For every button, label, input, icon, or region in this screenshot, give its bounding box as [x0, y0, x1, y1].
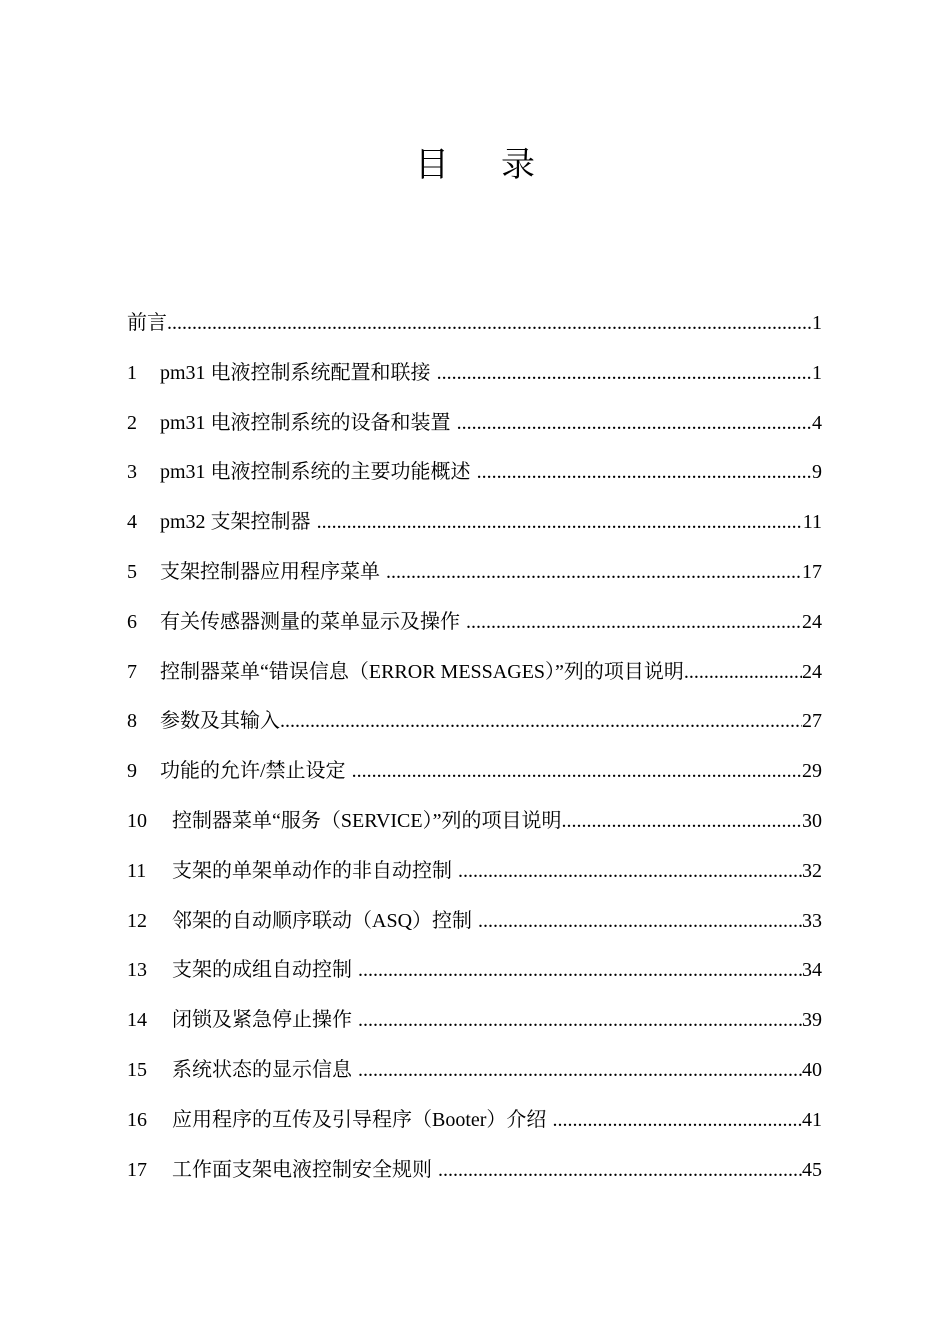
toc-entry-page: 39 — [802, 1009, 822, 1032]
toc-dot-leader — [562, 806, 803, 836]
toc-entry-number: 5 — [127, 560, 137, 583]
toc-entry-number: 13 — [127, 959, 147, 982]
toc-entry-page: 17 — [802, 560, 822, 583]
toc-entry-page: 33 — [802, 909, 822, 932]
toc-entry-page: 45 — [802, 1158, 822, 1181]
toc-entry-page: 11 — [802, 511, 822, 534]
toc-entry-page: 40 — [802, 1058, 822, 1081]
toc-entry[interactable] — [127, 557, 822, 607]
toc-dot-leader — [280, 706, 802, 736]
toc-entry-title: 闭锁及紧急停止操作 — [172, 1009, 352, 1032]
toc-entry-page: 29 — [802, 760, 822, 783]
toc-entry[interactable] — [127, 457, 822, 507]
toc-dot-leader — [684, 657, 802, 687]
toc-entry-page: 24 — [802, 660, 822, 683]
toc-entry[interactable] — [127, 1005, 822, 1055]
toc-entry-title: 控制器菜单“错误信息（ERROR MESSAGES）”列的项目说明 — [160, 660, 684, 683]
toc-dot-leader — [358, 955, 802, 985]
toc-entry-title: pm31 电液控制系统的设备和装置 — [160, 411, 451, 434]
toc-entry-number: 11 — [127, 859, 147, 882]
toc-entry-title: 支架的单架单动作的非自动控制 — [172, 859, 452, 882]
toc-entry[interactable] — [127, 408, 822, 458]
toc-entry-number: 15 — [127, 1058, 147, 1081]
toc-entry-number: 8 — [127, 710, 137, 733]
toc-dot-leader — [478, 906, 802, 936]
toc-entry-title: 支架控制器应用程序菜单 — [160, 560, 380, 583]
toc-entry-number: 2 — [127, 411, 137, 434]
toc-entry-title: pm31 电液控制系统的主要功能概述 — [160, 461, 471, 484]
toc-entry-page: 9 — [812, 461, 822, 484]
toc-entry-number: 3 — [127, 461, 137, 484]
toc-entry-page: 32 — [802, 859, 822, 882]
toc-entry-title: pm32 支架控制器 — [160, 511, 311, 534]
toc-dot-leader — [386, 557, 802, 587]
toc-entry-title: 前言 — [127, 312, 167, 334]
toc-entry-number: 12 — [127, 909, 147, 932]
toc-entry-number: 9 — [127, 760, 137, 783]
toc-entry-page: 1 — [812, 312, 822, 334]
toc-dot-leader — [477, 457, 812, 487]
toc-entry-title: 有关传感器测量的菜单显示及操作 — [160, 610, 460, 633]
toc-entry-title: 工作面支架电液控制安全规则 — [172, 1158, 432, 1181]
toc-entry-page: 24 — [802, 610, 822, 633]
toc-dot-leader — [358, 1055, 802, 1085]
toc-entry-number: 1 — [127, 361, 137, 384]
toc-entry[interactable] — [127, 1105, 822, 1155]
toc-dot-leader — [352, 756, 802, 786]
toc-dot-leader — [458, 856, 802, 886]
toc-dot-leader — [167, 308, 812, 338]
toc-entry-title: pm31 电液控制系统配置和联接 — [160, 361, 431, 384]
toc-entry-number: 7 — [127, 660, 137, 683]
toc-entry-title: 功能的允许/禁止设定 — [160, 760, 346, 783]
toc-entry[interactable] — [127, 756, 822, 806]
toc-entry[interactable] — [127, 806, 822, 856]
toc-dot-leader — [438, 1155, 802, 1185]
toc-dot-leader — [437, 358, 812, 388]
table-of-contents — [127, 308, 822, 1204]
toc-entry-number: 10 — [127, 809, 147, 832]
toc-dot-leader — [317, 507, 803, 537]
toc-entry-page: 27 — [802, 710, 822, 733]
toc-entry-page: 4 — [812, 411, 822, 434]
toc-entry-page: 41 — [802, 1108, 822, 1131]
toc-entry-title: 邻架的自动顺序联动（ASQ）控制 — [172, 909, 473, 932]
toc-entry[interactable] — [127, 955, 822, 1005]
toc-entry[interactable] — [127, 358, 822, 408]
toc-dot-leader — [466, 607, 802, 637]
toc-entry[interactable] — [127, 657, 822, 707]
toc-entry-number: 16 — [127, 1108, 147, 1131]
toc-entry[interactable] — [127, 906, 822, 956]
toc-entry-title: 系统状态的显示信息 — [172, 1058, 352, 1081]
toc-entry[interactable] — [127, 308, 822, 358]
page-title: 目录 — [415, 147, 587, 184]
toc-entry-number: 14 — [127, 1009, 147, 1032]
toc-entry-title: 应用程序的互传及引导程序（Booter）介绍 — [172, 1108, 547, 1131]
toc-entry-page: 34 — [802, 959, 822, 982]
toc-entry[interactable] — [127, 706, 822, 756]
toc-dot-leader — [552, 1105, 802, 1135]
toc-dot-leader — [358, 1005, 802, 1035]
toc-entry[interactable] — [127, 607, 822, 657]
toc-entry-number: 6 — [127, 610, 137, 633]
toc-entry-page: 1 — [812, 361, 822, 384]
toc-entry[interactable] — [127, 1155, 822, 1205]
toc-entry-title: 支架的成组自动控制 — [172, 959, 352, 982]
toc-entry-title: 参数及其输入 — [160, 710, 280, 733]
toc-entry[interactable] — [127, 1055, 822, 1105]
toc-entry-number: 4 — [127, 511, 137, 534]
toc-entry[interactable] — [127, 507, 822, 557]
toc-entry-number: 17 — [127, 1158, 147, 1181]
toc-entry-title: 控制器菜单“服务（SERVICE）”列的项目说明 — [172, 809, 562, 832]
toc-dot-leader — [457, 408, 812, 438]
toc-entry-page: 30 — [802, 809, 822, 832]
toc-entry[interactable] — [127, 856, 822, 906]
